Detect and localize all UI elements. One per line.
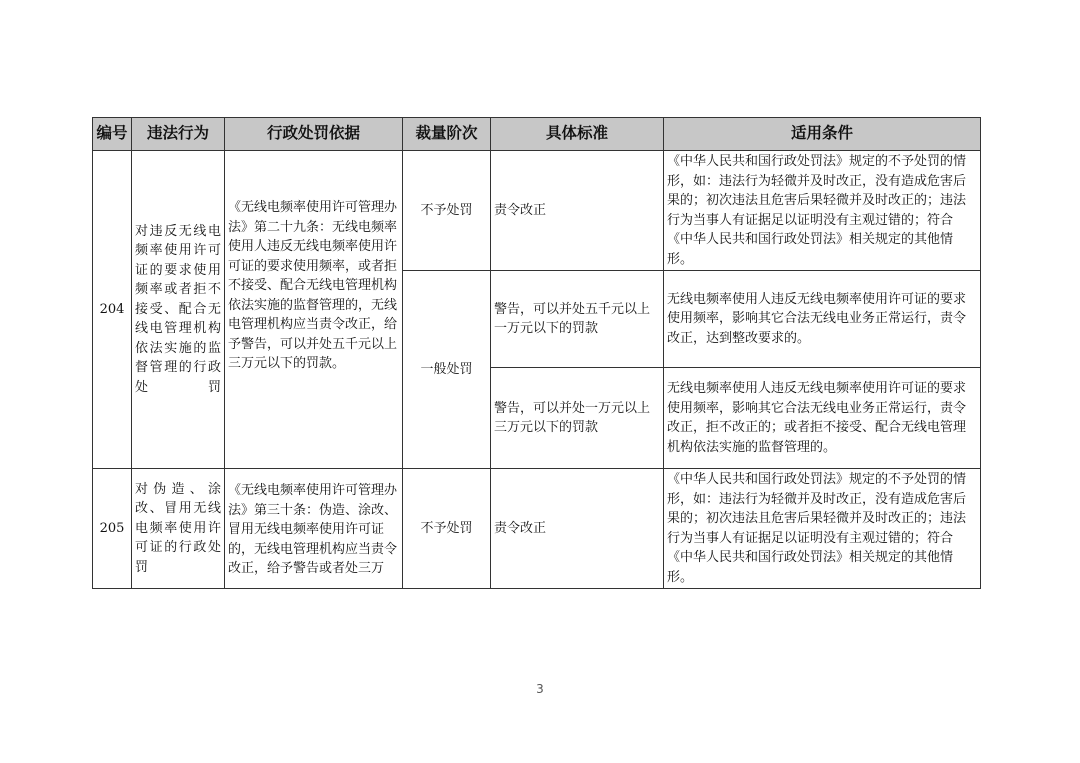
- condition-cell: 无线电频率使用人违反无线电频率使用许可证的要求使用频率，影响其它合法无线电业务正常运行，责令改正，达到整改要求的。: [664, 271, 981, 368]
- level-cell: 不予处罚: [403, 151, 491, 271]
- header-number: 编号: [93, 118, 132, 151]
- basis-cell: 《无线电频率使用许可管理办法》第二十九条：无线电频率使用人违反无线电频率使用许可证的要求使用频率，或者拒不接受、配合无线电管理机构依法实施的监督管理的，无线电管理机构应当责令改正，给予警告，可以并处五千元以上三万元以下的罚款。: [225, 151, 403, 469]
- standard-cell: 责令改正: [491, 151, 664, 271]
- level-cell: 不予处罚: [403, 469, 491, 589]
- condition-cell: 《中华人民共和国行政处罚法》规定的不予处罚的情形，如：违法行为轻微并及时改正，没有造成危害后果的；初次违法且危害后果轻微并及时改正的；违法行为当事人有证据足以证明没有主观过错的；符合《中华人民共和国行政处罚法》相关规定的其他情形。: [664, 469, 981, 589]
- standard-cell: 警告，可以并处五千元以上一万元以下的罚款: [491, 271, 664, 368]
- page-number: 3: [536, 682, 544, 696]
- standard-cell: 责令改正: [491, 469, 664, 589]
- violation-cell: 对伪造、涂改、冒用无线电频率使用许可证的行政处罚: [132, 469, 225, 589]
- condition-cell: 无线电频率使用人违反无线电频率使用许可证的要求使用频率，影响其它合法无线电业务正常运行，责令改正，拒不改正的；或者拒不接受、配合无线电管理机构依法实施的监督管理的。: [664, 368, 981, 469]
- table-row: [93, 151, 981, 271]
- header-standard: 具体标准: [491, 118, 664, 151]
- basis-cell: 《无线电频率使用许可管理办法》第三十条：伪造、涂改、冒用无线电频率使用许可证的，无线电管理机构应当责令改正，给予警告或者处三万: [225, 469, 403, 589]
- header-violation: 违法行为: [132, 118, 225, 151]
- level-cell: 一般处罚: [403, 271, 491, 469]
- row-number: 204: [93, 151, 132, 469]
- header-level: 裁量阶次: [403, 118, 491, 151]
- standard-cell: 警告，可以并处一万元以上三万元以下的罚款: [491, 368, 664, 469]
- violation-cell: 对违反无线电频率使用许可证的要求使用频率或者拒不接受、配合无线电管理机构依法实施的监督管理的行政处罚: [132, 151, 225, 469]
- table-row: [93, 469, 981, 589]
- header-basis: 行政处罚依据: [225, 118, 403, 151]
- penalty-table: [92, 117, 981, 589]
- table-header-row: [93, 118, 981, 151]
- header-condition: 适用条件: [664, 118, 981, 151]
- condition-cell: 《中华人民共和国行政处罚法》规定的不予处罚的情形，如：违法行为轻微并及时改正，没有造成危害后果的；初次违法且危害后果轻微并及时改正的；违法行为当事人有证据足以证明没有主观过错的；符合《中华人民共和国行政处罚法》相关规定的其他情形。: [664, 151, 981, 271]
- row-number: 205: [93, 469, 132, 589]
